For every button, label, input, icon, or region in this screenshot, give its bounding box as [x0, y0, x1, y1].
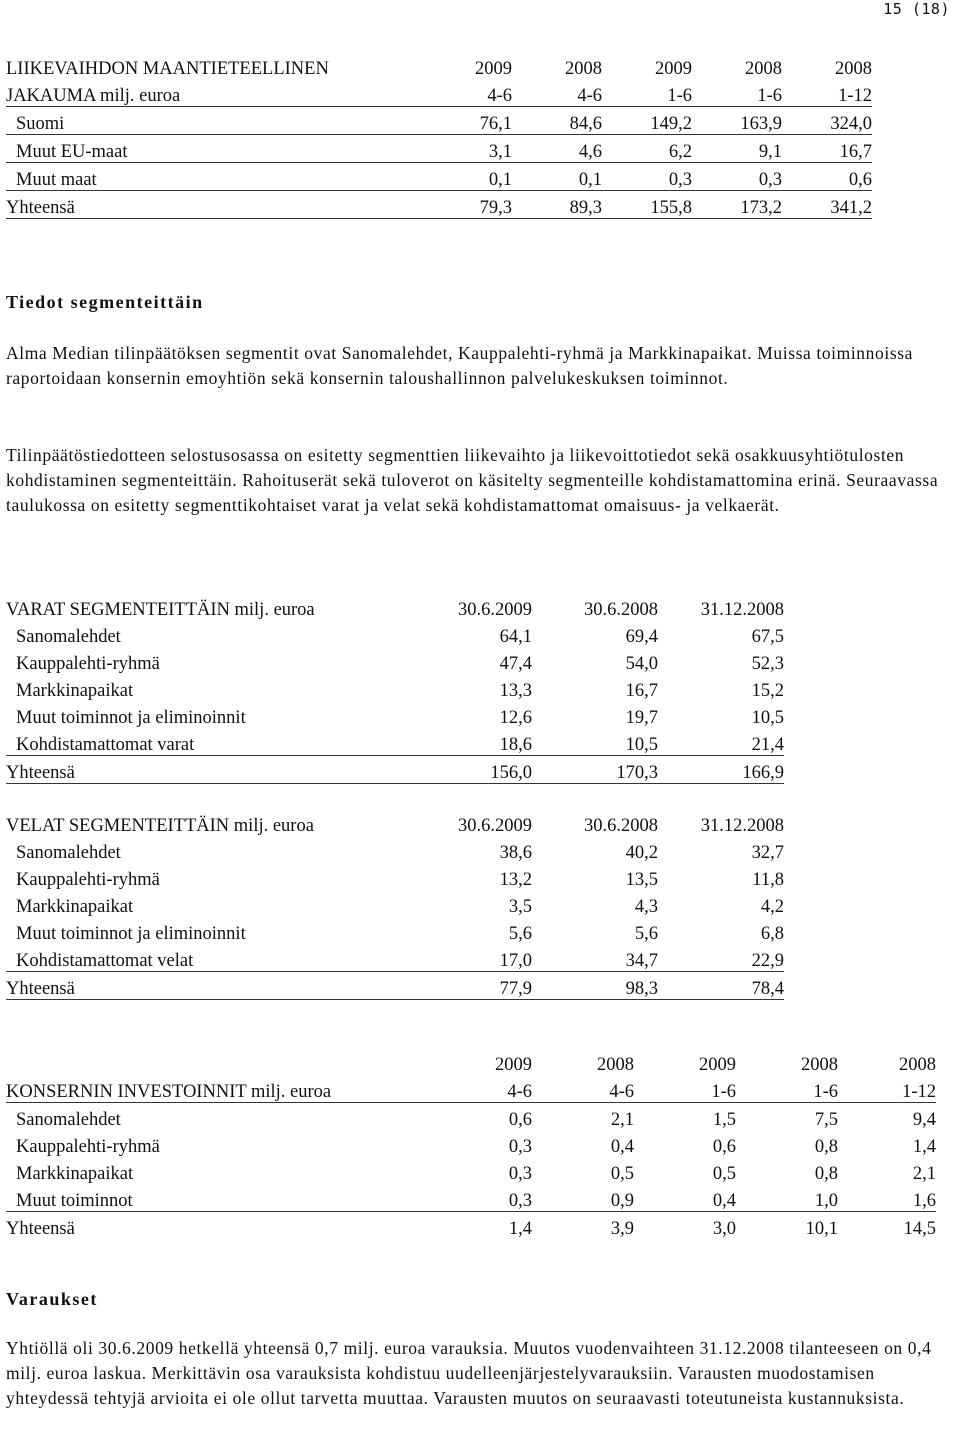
- column-year: 2008: [745, 59, 782, 79]
- cell-value: 1,5: [712, 1110, 736, 1130]
- cell-value: 69,4: [625, 627, 658, 647]
- cell-value: 10,5: [532, 728, 658, 756]
- table-title: VELAT SEGMENTEITTÄIN milj. euroa: [6, 816, 314, 836]
- row-label: Kauppalehti-ryhmä: [16, 870, 160, 890]
- cell-value: 1,4: [508, 1219, 532, 1239]
- cell-value: 170,3: [532, 756, 658, 784]
- cell-value: 54,0: [625, 654, 658, 674]
- row-label: Muut EU-maat: [6, 135, 422, 163]
- table-title: VARAT SEGMENTEITTÄIN milj. euroa: [6, 600, 315, 620]
- table-row: [6, 863, 784, 890]
- column-period: 1-12: [782, 79, 872, 107]
- row-label: Kohdistamattomat varat: [6, 728, 422, 756]
- cell-value: 324,0: [782, 107, 872, 135]
- cell-value: 16,7: [782, 135, 872, 163]
- column-period: 4-6: [532, 1075, 634, 1103]
- table-row: [6, 1184, 936, 1212]
- cell-value: 0,4: [634, 1184, 736, 1212]
- cell-value: 17,0: [422, 944, 532, 972]
- paragraph-provisions: Yhtiöllä oli 30.6.2009 hetkellä yhteensä 0,7 milj. euroa varauksia. Muutos vuodenvaihteen 31.12.2008 tilanteeseen on 0,4 milj. euroa laskua. Merkittävin osa varauksista kohdistuu uudelleenjärjestelyvarauksiin. Varausten muodostamisen yhteydessä tehtyjä arvioita ei ole ollut tarvetta muuttaa. Varausten muutos on seuraavasti toteutuneista kustannuksista.: [6, 1338, 932, 1408]
- table-row: [6, 917, 784, 944]
- cell-value: 1,4: [912, 1137, 936, 1157]
- cell-value: 67,5: [751, 627, 784, 647]
- table-row: [6, 836, 784, 863]
- table-header-row: [6, 1075, 936, 1103]
- liabilities-by-segment-table: [6, 809, 784, 1000]
- table-row: [6, 1157, 936, 1184]
- table-row: [6, 620, 784, 647]
- cell-value: 77,9: [422, 972, 532, 1000]
- cell-value: 3,5: [508, 897, 532, 917]
- cell-value: 89,3: [512, 191, 602, 219]
- cell-value: 21,4: [658, 728, 784, 756]
- cell-value: 3,9: [610, 1219, 634, 1239]
- cell-value: 1,6: [838, 1184, 936, 1212]
- table-row: [6, 163, 872, 191]
- table-header-row: [6, 809, 784, 836]
- cell-value: 11,8: [752, 870, 784, 890]
- cell-value: 0,6: [712, 1137, 736, 1157]
- row-label: Muut toiminnot ja eliminoinnit: [16, 708, 246, 728]
- cell-value: 149,2: [602, 107, 692, 135]
- cell-value: 155,8: [602, 191, 692, 219]
- column-date: 30.6.2008: [584, 816, 658, 836]
- cell-value: 0,6: [782, 163, 872, 191]
- table-row: [6, 1130, 936, 1157]
- row-label: Suomi: [6, 107, 422, 135]
- cell-value: 1,0: [736, 1184, 838, 1212]
- column-date: 30.6.2009: [458, 816, 532, 836]
- cell-value: 6,8: [760, 924, 784, 944]
- table-header-row: [6, 79, 872, 107]
- cell-value: 76,1: [422, 107, 512, 135]
- table-row: [6, 107, 872, 135]
- table-total-row: [6, 756, 784, 784]
- cell-value: 0,3: [508, 1137, 532, 1157]
- cell-value: 0,3: [508, 1164, 532, 1184]
- revenue-geography-table: [6, 52, 872, 219]
- cell-value: 52,3: [751, 654, 784, 674]
- cell-value: 0,3: [692, 163, 782, 191]
- cell-value: 10,5: [751, 708, 784, 728]
- column-period: 1-6: [692, 79, 782, 107]
- cell-value: 16,7: [625, 681, 658, 701]
- column-year: 2008: [801, 1055, 838, 1075]
- cell-value: 47,4: [499, 654, 532, 674]
- row-label: Sanomalehdet: [16, 627, 121, 647]
- cell-value: 98,3: [532, 972, 658, 1000]
- cell-value: 84,6: [512, 107, 602, 135]
- cell-value: 166,9: [658, 756, 784, 784]
- table-title: KONSERNIN INVESTOINNIT milj. euroa: [6, 1075, 436, 1103]
- cell-value: 2,1: [610, 1110, 634, 1130]
- column-period: 1-6: [736, 1075, 838, 1103]
- column-date: 30.6.2008: [584, 600, 658, 620]
- table-row: [6, 944, 784, 972]
- column-year: 2008: [899, 1055, 936, 1075]
- paragraph-segments: Alma Median tilinpäätöksen segmentit ovat Sanomalehdet, Kauppalehti-ryhmä ja Markkinapaikat. Muissa toiminnoissa raportoidaan konsernin emoyhtiön sekä konsernin taloushallinnon palvelukeskuksen toiminnot.: [6, 343, 914, 388]
- cell-value: 19,7: [625, 708, 658, 728]
- column-year: 2008: [835, 59, 872, 79]
- row-label: Muut maat: [6, 163, 422, 191]
- cell-value: 34,7: [532, 944, 658, 972]
- section-heading-provisions: Varaukset: [6, 1289, 98, 1309]
- cell-value: 0,8: [814, 1137, 838, 1157]
- column-period: 4-6: [512, 79, 602, 107]
- table-total-row: [6, 972, 784, 1000]
- column-period: 4-6: [422, 79, 512, 107]
- cell-value: 341,2: [782, 191, 872, 219]
- column-year: 2008: [597, 1055, 634, 1075]
- section-heading-segments: Tiedot segmenteittäin: [6, 292, 204, 312]
- table-title: [6, 1048, 436, 1075]
- cell-value: 0,1: [422, 163, 512, 191]
- column-date: 31.12.2008: [700, 600, 784, 620]
- column-date: 31.12.2008: [700, 816, 784, 836]
- total-label: Yhteensä: [6, 972, 422, 1000]
- table-row: [6, 1103, 936, 1131]
- cell-value: 2,1: [912, 1164, 936, 1184]
- table-total-row: [6, 1212, 936, 1240]
- table-row: [6, 890, 784, 917]
- cell-value: 5,6: [634, 924, 658, 944]
- cell-value: 9,4: [912, 1110, 936, 1130]
- cell-value: 0,6: [508, 1110, 532, 1130]
- cell-value: 163,9: [692, 107, 782, 135]
- column-period: 1-12: [838, 1075, 936, 1103]
- table-header-row: [6, 52, 872, 79]
- cell-value: 13,2: [499, 870, 532, 890]
- cell-value: 3,0: [712, 1219, 736, 1239]
- row-label: Kauppalehti-ryhmä: [16, 1137, 160, 1157]
- cell-value: 64,1: [499, 627, 532, 647]
- cell-value: 14,5: [903, 1219, 936, 1239]
- column-period: 4-6: [436, 1075, 532, 1103]
- row-label: Markkinapaikat: [16, 897, 134, 917]
- column-year: 2009: [495, 1055, 532, 1075]
- table-row: [6, 135, 872, 163]
- total-label: Yhteensä: [6, 1219, 75, 1239]
- column-year: 2009: [475, 59, 512, 79]
- cell-value: 0,9: [532, 1184, 634, 1212]
- cell-value: 12,6: [499, 708, 532, 728]
- row-label: Markkinapaikat: [16, 681, 134, 701]
- total-label: Yhteensä: [6, 756, 422, 784]
- cell-value: 4,3: [634, 897, 658, 917]
- table-row: [6, 674, 784, 701]
- table-total-row: [6, 191, 872, 219]
- cell-value: 0,1: [512, 163, 602, 191]
- column-period: 1-6: [634, 1075, 736, 1103]
- cell-value: 79,3: [422, 191, 512, 219]
- cell-value: 7,5: [814, 1110, 838, 1130]
- cell-value: 38,6: [499, 843, 532, 863]
- cell-value: 6,2: [602, 135, 692, 163]
- cell-value: 40,2: [625, 843, 658, 863]
- table-row: [6, 701, 784, 728]
- cell-value: 13,5: [625, 870, 658, 890]
- cell-value: 156,0: [422, 756, 532, 784]
- cell-value: 0,8: [814, 1164, 838, 1184]
- row-label: Sanomalehdet: [16, 843, 121, 863]
- cell-value: 0,5: [610, 1164, 634, 1184]
- cell-value: 9,1: [692, 135, 782, 163]
- cell-value: 32,7: [751, 843, 784, 863]
- table-row: [6, 728, 784, 756]
- table-title: JAKAUMA milj. euroa: [6, 79, 422, 107]
- cell-value: 4,2: [760, 897, 784, 917]
- cell-value: 0,5: [712, 1164, 736, 1184]
- cell-value: 18,6: [422, 728, 532, 756]
- investments-table: [6, 1048, 936, 1239]
- column-year: 2009: [655, 59, 692, 79]
- cell-value: 13,3: [499, 681, 532, 701]
- column-year: 2009: [699, 1055, 736, 1075]
- table-row: [6, 647, 784, 674]
- column-date: 30.6.2009: [458, 600, 532, 620]
- row-label: Kohdistamattomat velat: [6, 944, 422, 972]
- cell-value: 173,2: [692, 191, 782, 219]
- table-title: LIIKEVAIHDON MAANTIETEELLINEN: [6, 59, 329, 79]
- column-year: 2008: [565, 59, 602, 79]
- row-label: Markkinapaikat: [16, 1164, 134, 1184]
- cell-value: 10,1: [805, 1219, 838, 1239]
- total-label: Yhteensä: [6, 191, 422, 219]
- paragraph-segment-reporting: Tilinpäätöstiedotteen selostusosassa on esitetty segmenttien liikevaihto ja liikevoittotiedot sekä osakkuusyhtiötulosten kohdistaminen segmenteittäin. Rahoituserät sekä tuloverot on käsitelty segmenteille kohdistamattomina erinä. Seuraavassa taulukossa on esitetty segmenttikohtaiset varat ja velat sekä kohdistamattomat omaisuus- ja velkaerät.: [6, 445, 939, 515]
- table-header-row: [6, 593, 784, 620]
- table-header-row: [6, 1048, 936, 1075]
- row-label: Muut toiminnot ja eliminoinnit: [16, 924, 246, 944]
- cell-value: 0,3: [436, 1184, 532, 1212]
- cell-value: 22,9: [658, 944, 784, 972]
- page-number: 15 (18): [883, 0, 950, 18]
- assets-by-segment-table: [6, 593, 784, 784]
- row-label: Muut toiminnot: [6, 1184, 436, 1212]
- cell-value: 0,3: [602, 163, 692, 191]
- cell-value: 5,6: [508, 924, 532, 944]
- cell-value: 78,4: [658, 972, 784, 1000]
- cell-value: 4,6: [512, 135, 602, 163]
- row-label: Sanomalehdet: [16, 1110, 121, 1130]
- row-label: Kauppalehti-ryhmä: [16, 654, 160, 674]
- cell-value: 3,1: [422, 135, 512, 163]
- column-period: 1-6: [602, 79, 692, 107]
- cell-value: 0,4: [610, 1137, 634, 1157]
- cell-value: 15,2: [751, 681, 784, 701]
